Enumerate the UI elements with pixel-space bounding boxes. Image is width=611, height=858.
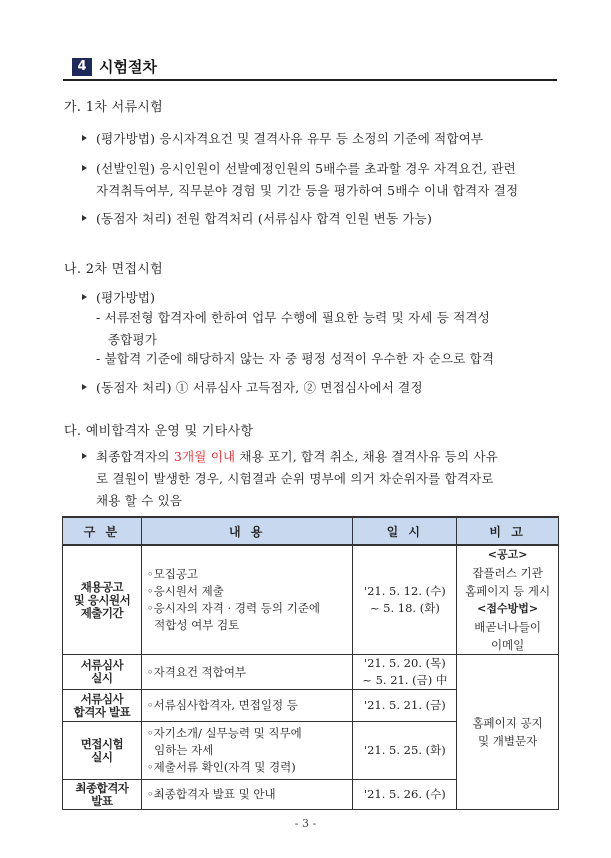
note-line: 홈페이지 등 게시 [465,584,551,598]
part-b-sub2: - 불합격 기준에 해당하지 않는 자 중 평정 성적이 우수한 자 순으로 합격 [96,351,495,366]
row-date [353,690,457,722]
table-row [63,655,559,690]
row-content [141,690,353,722]
item-text-line1: (선발인원) 응시인원이 선발예정인원의 5배수를 초과할 경우 자격요건, 관련 [96,161,516,176]
part-a-item-2 [82,158,562,202]
date-line: '21. 5. 12. (수) [363,584,446,598]
schedule-table [62,516,559,810]
part-c-pre: 최종합격자의 [96,449,174,464]
cat-line: 발표 [91,793,113,808]
header-note: 비 고 [457,517,559,545]
cat-line: 면접시험 [80,736,124,751]
content-line: ◦서류심사합격자, 면접일정 등 [146,698,298,712]
row-date [353,655,457,690]
date-line: ~ 5. 18. (화) [369,601,440,615]
part-b-tie [82,377,562,399]
row-category [63,780,142,810]
bullet-icon [82,135,87,141]
bullet-icon [82,384,87,390]
row-category [63,722,142,780]
content-line: ◦응시자의 자격 · 경력 등의 기준에 [146,601,320,615]
row-note [457,545,559,655]
content-line: ◦자격요건 적합여부 [146,664,247,679]
bullet-icon [82,215,87,221]
part-c-line1 [96,446,562,468]
date-line: '21. 5. 21. (금) [363,698,446,712]
tie-text: (동점자 처리) ① 서류심사 고득점자, ② 면접심사에서 결정 [96,380,423,395]
row-date [353,545,457,655]
note-tag: <공고> [487,548,528,561]
table-row [63,545,559,655]
date-line: '21. 5. 26. (수) [363,787,446,801]
row-category [63,690,142,722]
part-c-heading: 다. 예비합격자 운영 및 기타사항 [64,424,254,439]
content-line: 임하는 자세 [146,743,214,757]
section-header [63,56,557,78]
content-line: ◦제출서류 확인(자격 및 경력) [146,760,296,774]
cat-line: 서류심사 [80,691,124,706]
content-line: ◦자기소개/ 실무능력 및 직무에 [146,726,302,740]
section-number: 4 [72,58,92,76]
note-line: 이메일 [490,638,525,652]
part-c-post: 채용 포기, 합격 취소, 채용 결격사유 등의 사유 [235,449,498,464]
cat-line: 및 응시원서 [73,592,131,607]
bullet-icon [82,165,87,171]
date-line: ~ 5. 21. (금) 中 [362,673,448,687]
bullet-icon [82,294,87,300]
sub1-line1: - 서류전형 합격자에 한하여 업무 수행에 필요한 능력 및 자세 등 적격성 [96,310,491,325]
table-header-row [63,517,559,545]
page-number: - 3 - [294,817,317,830]
part-c-line3: 채용 할 수 있음 [96,493,183,508]
content-line: ◦최종합격자 발표 및 안내 [146,787,276,801]
cat-line: 실시 [91,671,113,685]
part-a-item-1 [82,128,562,150]
part-c-highlight: 3개월 이내 [173,449,236,464]
note-line: 배곧너나들이 [474,620,541,634]
item-text: (동점자 처리) 전원 합격처리 (서류심사 합격 인원 변동 가능) [96,211,433,226]
cat-line: 합격자 발표 [73,704,131,719]
cat-line: 채용공고 [80,579,124,594]
row-date [353,780,457,810]
item-text-line2: 자격취득여부, 직무분야 경험 및 기간 등을 평가하여 5배수 이내 합격자 결정 [96,183,519,198]
content-line: ◦응시원서 제출 [146,584,224,598]
note-tag: <접수방법> [477,602,539,615]
section-rule [63,79,557,81]
cat-line: 실시 [91,749,113,764]
row-content [141,545,353,655]
content-line: ◦모집공고 [146,567,199,581]
method-label: (평가방법) [96,290,156,305]
header-date: 일 시 [353,517,457,545]
date-line: '21. 5. 20. (목) [363,656,446,670]
part-c-line2: 로 결원이 발생한 경우, 시험결과 순위 명부에 의거 차순위자를 합격자로 [96,471,494,486]
header-content: 내 용 [141,517,353,545]
part-a-item-3 [82,208,562,230]
section-title: 시험절차 [99,58,157,76]
row-category [63,655,142,690]
row-content [141,780,353,810]
part-b-sub1 [96,307,566,351]
part-c-item [82,446,562,512]
row-content [141,722,353,780]
row-note-shared [457,655,559,810]
part-a-heading: 가. 1차 서류시험 [64,100,164,115]
date-line: '21. 5. 25. (화) [363,743,446,757]
note-line: 홈페이지 공지 [472,716,543,730]
cat-line: 최종합격자 [75,780,129,795]
row-date [353,722,457,780]
cat-line: 제출기간 [80,605,124,620]
cat-line: 서류심사 [80,658,124,672]
note-line: 및 개별문자 [478,734,538,748]
row-category [63,545,142,655]
part-b-method [82,287,562,309]
item-text: (평가방법) 응시자격요건 및 결격사유 유무 등 소정의 기준에 적합여부 [96,131,484,146]
header-category: 구 분 [63,517,142,545]
sub1-line2: 종합평가 [108,332,158,347]
note-line: 잡플러스 기관 [472,566,543,580]
bullet-icon [82,453,87,459]
content-line: 적합성 여부 검토 [146,618,240,632]
row-content [141,655,353,690]
part-b-heading: 나. 2차 면접시험 [64,262,164,277]
